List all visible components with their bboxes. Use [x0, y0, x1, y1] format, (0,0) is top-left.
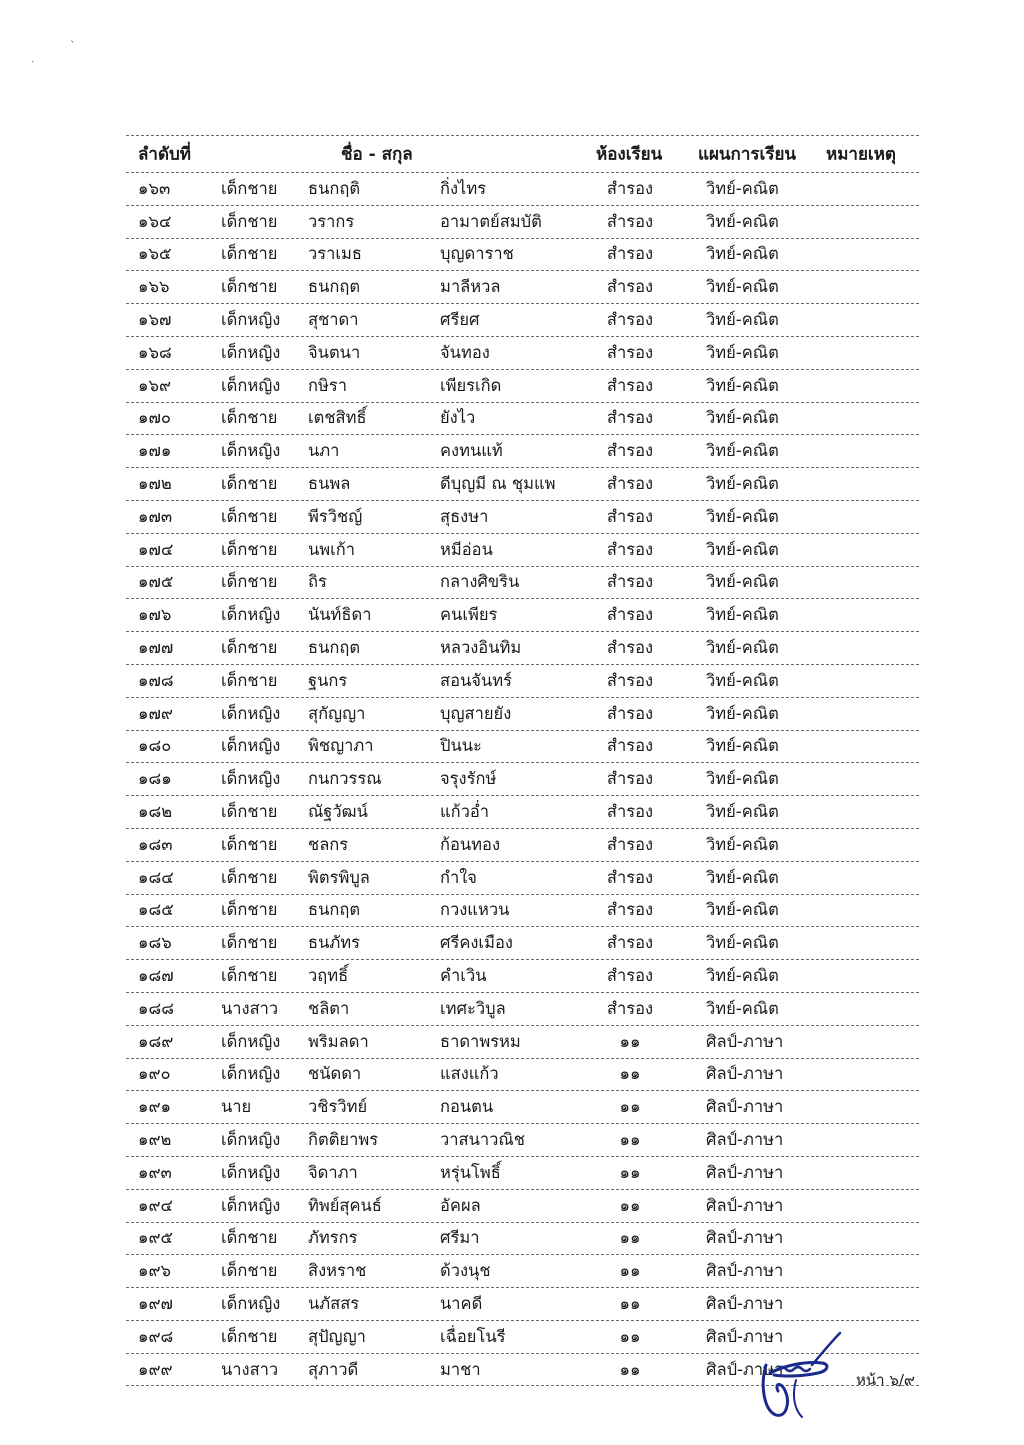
table-row	[126, 599, 919, 632]
cell-first-name: ภัทรกร	[308, 1228, 358, 1248]
cell-plan: ศิลป์-ภาษา	[706, 1359, 784, 1379]
cell-no: ๑๙๘	[138, 1326, 174, 1346]
cell-last-name: แสงแก้ว	[440, 1064, 499, 1084]
cell-plan: วิทย์-คณิต	[706, 211, 779, 231]
scan-speck: `	[70, 39, 76, 52]
cell-first-name: ณัฐวัฒน์	[308, 802, 368, 822]
cell-no: ๑๘๑	[138, 769, 172, 789]
cell-room: ๑๑	[619, 1031, 641, 1051]
cell-plan: วิทย์-คณิต	[706, 605, 779, 625]
cell-title: เด็กชาย	[221, 1228, 278, 1248]
table-row	[126, 1223, 919, 1256]
cell-plan: วิทย์-คณิต	[706, 310, 779, 330]
table-row	[126, 337, 919, 370]
header-note: หมายเหตุ	[826, 144, 896, 165]
cell-first-name: ธนกฤต	[308, 638, 361, 658]
cell-plan: ศิลป์-ภาษา	[706, 1031, 784, 1051]
cell-no: ๑๖๖	[138, 277, 170, 297]
cell-plan: วิทย์-คณิต	[706, 998, 779, 1018]
cell-first-name: สุภาวดี	[308, 1359, 359, 1379]
cell-title: นางสาว	[221, 1359, 279, 1379]
scan-speck: ˙	[30, 59, 36, 72]
cell-room: ๑๑	[619, 1261, 641, 1281]
table-row	[126, 435, 919, 468]
cell-plan: วิทย์-คณิต	[706, 802, 779, 822]
table-row	[126, 1026, 919, 1059]
cell-title: เด็กชาย	[221, 572, 278, 592]
table-row	[126, 468, 919, 501]
cell-first-name: พริมลดา	[308, 1031, 369, 1051]
cell-plan: วิทย์-คณิต	[706, 375, 779, 395]
cell-title: เด็กชาย	[221, 933, 278, 953]
cell-plan: ศิลป์-ภาษา	[706, 1064, 784, 1084]
table-body	[126, 173, 919, 1386]
cell-plan: วิทย์-คณิต	[706, 244, 779, 264]
cell-plan: วิทย์-คณิต	[706, 178, 779, 198]
cell-room: สำรอง	[606, 342, 654, 362]
header-name: ชื่อ - สกุล	[341, 144, 413, 165]
table-row	[126, 271, 919, 304]
cell-no: ๑๖๘	[138, 342, 172, 362]
cell-title: เด็กชาย	[221, 474, 278, 494]
cell-first-name: จินตนา	[308, 342, 361, 362]
cell-plan: วิทย์-คณิต	[706, 474, 779, 494]
cell-room: สำรอง	[606, 375, 654, 395]
cell-no: ๑๘๔	[138, 867, 174, 887]
cell-title: นางสาว	[221, 998, 279, 1018]
cell-no: ๑๖๓	[138, 178, 171, 198]
cell-room: สำรอง	[606, 670, 654, 690]
cell-plan: ศิลป์-ภาษา	[706, 1293, 784, 1313]
cell-plan: ศิลป์-ภาษา	[706, 1097, 784, 1117]
cell-last-name: ธาดาพรหม	[440, 1031, 521, 1051]
cell-title: เด็กหญิง	[221, 1195, 281, 1215]
cell-plan: ศิลป์-ภาษา	[706, 1162, 784, 1182]
cell-last-name: จรุงรักษ์	[440, 769, 497, 789]
cell-title: เด็กชาย	[221, 408, 278, 428]
cell-no: ๑๖๙	[138, 375, 172, 395]
cell-title: เด็กชาย	[221, 802, 278, 822]
cell-title: เด็กชาย	[221, 1261, 278, 1281]
cell-title: เด็กชาย	[221, 900, 278, 920]
cell-last-name: หมีอ่อน	[440, 539, 493, 559]
cell-no: ๑๗๑	[138, 441, 172, 461]
cell-last-name: กวงแหวน	[440, 900, 510, 920]
cell-no: ๑๘๙	[138, 1031, 174, 1051]
cell-first-name: พีรวิชญ์	[308, 506, 363, 526]
cell-plan: วิทย์-คณิต	[706, 703, 779, 723]
cell-first-name: จิดาภา	[308, 1162, 358, 1182]
cell-room: ๑๑	[619, 1228, 641, 1248]
cell-last-name: กอนตน	[440, 1097, 494, 1117]
cell-first-name: ธนกฤต	[308, 277, 361, 297]
table-row	[126, 829, 919, 862]
table-row	[126, 632, 919, 665]
cell-no: ๑๘๖	[138, 933, 172, 953]
cell-no: ๑๗๘	[138, 670, 174, 690]
cell-first-name: นภา	[308, 441, 340, 461]
cell-room: สำรอง	[606, 277, 654, 297]
cell-room: สำรอง	[606, 539, 654, 559]
table-row	[126, 1255, 919, 1288]
cell-last-name: แก้วอ่ำ	[440, 802, 490, 822]
cell-last-name: หลวงอินทิม	[440, 638, 522, 658]
cell-first-name: วชิรวิทย์	[308, 1097, 368, 1117]
cell-last-name: วาสนาวณิช	[440, 1130, 525, 1149]
cell-plan: วิทย์-คณิต	[706, 277, 779, 297]
cell-no: ๑๙๒	[138, 1130, 172, 1149]
cell-last-name: คนเพียร	[440, 605, 498, 625]
table-row	[126, 1091, 919, 1124]
cell-last-name: เทศะวิบูล	[440, 998, 506, 1018]
cell-first-name: นพเก้า	[308, 539, 356, 559]
cell-last-name: กลางศิขริน	[440, 572, 520, 592]
cell-title: เด็กหญิง	[221, 1293, 281, 1313]
table-row	[126, 731, 919, 764]
cell-plan: ศิลป์-ภาษา	[706, 1130, 784, 1149]
cell-title: เด็กหญิง	[221, 342, 281, 362]
cell-title: เด็กชาย	[221, 966, 278, 986]
table-row	[126, 1059, 919, 1092]
cell-first-name: นภัสสร	[308, 1293, 360, 1313]
cell-first-name: ชลกร	[308, 834, 349, 854]
table-row	[126, 960, 919, 993]
cell-first-name: ชนัดดา	[308, 1064, 362, 1084]
cell-last-name: หรุ่นโพธิ์	[440, 1162, 501, 1182]
cell-room: ๑๑	[619, 1195, 641, 1215]
cell-first-name: ทิพย์สุคนธ์	[308, 1195, 382, 1215]
table-row	[126, 895, 919, 928]
cell-title: เด็กหญิง	[221, 1162, 281, 1182]
cell-last-name: ปินนะ	[440, 736, 482, 756]
cell-first-name: กษิรา	[308, 375, 347, 395]
cell-plan: วิทย์-คณิต	[706, 572, 779, 592]
cell-last-name: มาชา	[440, 1359, 481, 1379]
cell-first-name: นันท์ธิดา	[308, 605, 372, 625]
table-row	[126, 534, 919, 567]
cell-plan: วิทย์-คณิต	[706, 670, 779, 690]
cell-title: เด็กหญิง	[221, 310, 281, 330]
cell-room: ๑๑	[619, 1064, 641, 1084]
cell-room: ๑๑	[619, 1130, 641, 1149]
table-row	[126, 796, 919, 829]
cell-plan: ศิลป์-ภาษา	[706, 1261, 784, 1281]
cell-last-name: บุญดาราช	[440, 244, 514, 264]
cell-first-name: สิงหราช	[308, 1261, 367, 1281]
table-row	[126, 1190, 919, 1223]
cell-title: เด็กหญิง	[221, 441, 281, 461]
cell-title: เด็กหญิง	[221, 1130, 281, 1149]
cell-title: เด็กชาย	[221, 277, 278, 297]
student-roster-table	[126, 135, 919, 1386]
table-row	[126, 370, 919, 403]
cell-title: เด็กชาย	[221, 244, 278, 264]
cell-first-name: เตชสิทธิ์	[308, 408, 367, 428]
cell-title: เด็กชาย	[221, 867, 278, 887]
cell-plan: วิทย์-คณิต	[706, 441, 779, 461]
cell-plan: วิทย์-คณิต	[706, 342, 779, 362]
cell-first-name: วฤทธิ์	[308, 966, 349, 986]
cell-plan: วิทย์-คณิต	[706, 539, 779, 559]
cell-room: สำรอง	[606, 900, 654, 920]
cell-plan: วิทย์-คณิต	[706, 736, 779, 756]
table-row	[126, 567, 919, 600]
cell-no: ๑๙๔	[138, 1195, 174, 1215]
cell-room: สำรอง	[606, 867, 654, 887]
cell-first-name: ชลิตา	[308, 998, 350, 1018]
cell-last-name: สอนจันทร์	[440, 670, 512, 690]
cell-last-name: ศรีมา	[440, 1228, 480, 1248]
cell-plan: วิทย์-คณิต	[706, 834, 779, 854]
cell-last-name: นาคดี	[440, 1293, 483, 1313]
table-row	[126, 698, 919, 731]
cell-room: สำรอง	[606, 638, 654, 658]
cell-first-name: ธนกฤต	[308, 900, 361, 920]
cell-no: ๑๙๑	[138, 1097, 172, 1117]
cell-no: ๑๗๖	[138, 605, 172, 625]
cell-no: ๑๗๒	[138, 474, 172, 494]
cell-no: ๑๘๕	[138, 900, 174, 920]
cell-room: สำรอง	[606, 966, 654, 986]
cell-plan: วิทย์-คณิต	[706, 638, 779, 658]
cell-title: เด็กหญิง	[221, 769, 281, 789]
cell-first-name: ฐนกร	[308, 670, 348, 690]
cell-room: สำรอง	[606, 736, 654, 756]
cell-title: เด็กหญิง	[221, 375, 281, 395]
cell-no: ๑๘๗	[138, 966, 174, 986]
cell-no: ๑๖๗	[138, 310, 172, 330]
cell-no: ๑๘๓	[138, 834, 173, 854]
cell-plan: วิทย์-คณิต	[706, 900, 779, 920]
cell-first-name: วราเมธ	[308, 244, 362, 264]
cell-title: เด็กชาย	[221, 178, 278, 198]
table-row	[126, 239, 919, 272]
cell-first-name: ถิร	[308, 572, 327, 592]
cell-room: ๑๑	[619, 1326, 641, 1346]
cell-first-name: กนกวรรณ	[308, 769, 382, 789]
cell-first-name: พิชญาภา	[308, 736, 374, 756]
table-header	[126, 135, 919, 173]
cell-last-name: ศรียศ	[440, 310, 480, 330]
cell-title: เด็กหญิง	[221, 605, 281, 625]
cell-last-name: อัคผล	[440, 1195, 481, 1215]
cell-room: สำรอง	[606, 769, 654, 789]
cell-room: สำรอง	[606, 178, 654, 198]
cell-no: ๑๙๕	[138, 1228, 174, 1248]
table-row	[126, 1288, 919, 1321]
page-number: หน้า ๖/๙	[856, 1371, 915, 1389]
cell-room: สำรอง	[606, 441, 654, 461]
cell-last-name: สุธงษา	[440, 506, 489, 526]
cell-title: เด็กชาย	[221, 638, 278, 658]
cell-title: เด็กหญิง	[221, 1064, 281, 1084]
cell-room: ๑๑	[619, 1097, 641, 1117]
cell-last-name: เพียรเกิด	[440, 375, 502, 395]
cell-no: ๑๙๗	[138, 1293, 173, 1313]
cell-plan: วิทย์-คณิต	[706, 966, 779, 986]
table-row	[126, 927, 919, 960]
table-row	[126, 304, 919, 337]
cell-last-name: ด้วงนุช	[440, 1261, 491, 1281]
cell-no: ๑๘๐	[138, 736, 172, 756]
cell-room: สำรอง	[606, 605, 654, 625]
cell-title: เด็กชาย	[221, 834, 278, 854]
signature-icon	[756, 1325, 846, 1420]
header-room: ห้องเรียน	[596, 144, 663, 165]
cell-room: ๑๑	[619, 1162, 641, 1182]
cell-title: เด็กชาย	[221, 211, 278, 231]
cell-title: เด็กชาย	[221, 506, 278, 526]
cell-plan: วิทย์-คณิต	[706, 933, 779, 953]
table-row	[126, 1124, 919, 1157]
cell-first-name: กิตติยาพร	[308, 1130, 379, 1149]
cell-last-name: คำเวิน	[440, 966, 487, 986]
cell-first-name: สุชาดา	[308, 310, 359, 330]
cell-first-name: สุปัญญา	[308, 1326, 366, 1346]
cell-last-name: กิ่งไทร	[440, 178, 487, 198]
table-row	[126, 1157, 919, 1190]
cell-title: เด็กชาย	[221, 670, 278, 690]
cell-room: สำรอง	[606, 211, 654, 231]
cell-no: ๑๙๙	[138, 1359, 173, 1379]
table-row	[126, 665, 919, 698]
cell-no: ๑๗๙	[138, 703, 173, 723]
table-row	[126, 173, 919, 206]
cell-last-name: เฉื่อยโนรี	[440, 1326, 506, 1346]
cell-first-name: ธนภัทร	[308, 933, 360, 953]
cell-plan: วิทย์-คณิต	[706, 408, 779, 428]
cell-title: เด็กหญิง	[221, 703, 281, 723]
cell-room: สำรอง	[606, 408, 654, 428]
cell-last-name: บุญสายยัง	[440, 703, 512, 723]
cell-last-name: ยังไว	[440, 408, 476, 428]
cell-room: สำรอง	[606, 703, 654, 723]
cell-room: สำรอง	[606, 802, 654, 822]
cell-no: ๑๙๖	[138, 1261, 172, 1281]
cell-first-name: วรากร	[308, 211, 355, 231]
cell-last-name: อามาตย์สมบัติ	[440, 211, 542, 231]
cell-plan: ศิลป์-ภาษา	[706, 1228, 784, 1248]
cell-room: ๑๑	[619, 1359, 641, 1379]
cell-title: เด็กหญิง	[221, 736, 281, 756]
cell-title: นาย	[221, 1097, 252, 1117]
cell-no: ๑๙๓	[138, 1162, 172, 1182]
cell-last-name: คงทนแท้	[440, 441, 503, 461]
cell-room: สำรอง	[606, 933, 654, 953]
table-row	[126, 763, 919, 796]
cell-no: ๑๗๓	[138, 506, 173, 526]
cell-title: เด็กหญิง	[221, 1031, 281, 1051]
cell-first-name: ธนกฤติ	[308, 178, 361, 198]
cell-last-name: กำใจ	[440, 867, 477, 887]
cell-last-name: ดีบุญมี ณ ชุมแพ	[440, 474, 556, 494]
cell-room: สำรอง	[606, 474, 654, 494]
cell-first-name: พิตรพิบูล	[308, 867, 370, 887]
cell-no: ๑๖๕	[138, 244, 172, 264]
cell-room: สำรอง	[606, 244, 654, 264]
cell-no: ๑๗๔	[138, 539, 174, 559]
table-row	[126, 403, 919, 436]
cell-no: ๑๘๘	[138, 998, 174, 1018]
cell-no: ๑๗๗	[138, 638, 174, 658]
cell-room: สำรอง	[606, 572, 654, 592]
cell-title: เด็กชาย	[221, 1326, 278, 1346]
cell-no: ๑๗๐	[138, 408, 171, 428]
cell-no: ๑๘๒	[138, 802, 173, 822]
cell-first-name: สุกัญญา	[308, 703, 366, 723]
table-row	[126, 993, 919, 1026]
cell-plan: ศิลป์-ภาษา	[706, 1195, 784, 1215]
cell-no: ๑๖๔	[138, 211, 172, 231]
cell-plan: วิทย์-คณิต	[706, 506, 779, 526]
cell-plan: วิทย์-คณิต	[706, 769, 779, 789]
header-plan: แผนการเรียน	[698, 144, 797, 165]
cell-room: สำรอง	[606, 310, 654, 330]
cell-plan: ศิลป์-ภาษา	[706, 1326, 784, 1346]
cell-room: สำรอง	[606, 506, 654, 526]
table-row	[126, 862, 919, 895]
cell-last-name: ก้อนทอง	[440, 834, 501, 854]
cell-no: ๑๗๕	[138, 572, 174, 592]
cell-no: ๑๙๐	[138, 1064, 171, 1084]
cell-room: สำรอง	[606, 998, 654, 1018]
cell-last-name: มาลีหวล	[440, 277, 501, 297]
cell-first-name: ธนพล	[308, 474, 351, 494]
header-no: ลำดับที่	[138, 144, 192, 165]
cell-plan: วิทย์-คณิต	[706, 867, 779, 887]
cell-title: เด็กชาย	[221, 539, 278, 559]
cell-room: ๑๑	[619, 1293, 641, 1313]
table-row	[126, 206, 919, 239]
cell-last-name: จันทอง	[440, 342, 490, 362]
cell-room: สำรอง	[606, 834, 654, 854]
table-row	[126, 501, 919, 534]
cell-last-name: ศรีคงเมือง	[440, 933, 513, 953]
